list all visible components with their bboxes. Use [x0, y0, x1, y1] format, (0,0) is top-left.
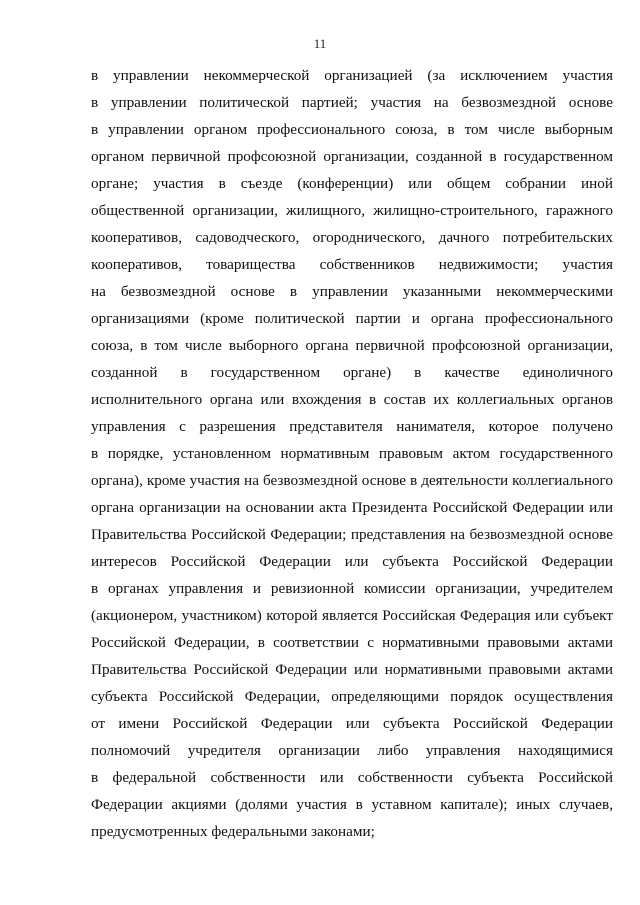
text-line: в порядке, установленном нормативным правовым актом государственного [91, 445, 613, 462]
page-number: 11 [313, 36, 327, 51]
text-line: созданной в государственном органе) в качестве единоличного [91, 364, 613, 381]
text-line: союза, в том числе выборного органа первичной профсоюзной организации, [91, 337, 613, 354]
text-line: (акционером, участником) которой является Российская Федерация или субъект [91, 607, 613, 624]
body-paragraph [91, 62, 613, 845]
text-line: Правительства Российской Федерации; представления на безвозмездной основе [91, 526, 613, 543]
text-line: органа организации на основании акта Президента Российской Федерации или [91, 499, 613, 516]
text-line: организациями (кроме политической партии и органа профессионального [91, 310, 613, 327]
text-line: в управлении некоммерческой организацией (за исключением участия [91, 67, 613, 84]
text-line: в управлении политической партией; участия на безвозмездной основе [91, 94, 613, 111]
text-line: Федерации акциями (долями участия в уставном капитале); иных случаев, [91, 796, 613, 813]
text-line: кооперативов, товарищества собственников недвижимости; участия [91, 256, 613, 273]
text-line: в федеральной собственности или собственности субъекта Российской [91, 769, 613, 786]
text-line: Российской Федерации, в соответствии с нормативными правовыми актами [91, 634, 613, 651]
text-line: органом первичной профсоюзной организации, созданной в государственном [91, 148, 613, 165]
text-line: субъекта Российской Федерации, определяющими порядок осуществления [91, 688, 613, 705]
text-line: органа), кроме участия на безвозмездной основе в деятельности коллегиального [91, 472, 613, 489]
text-line: исполнительного органа или вхождения в состав их коллегиальных органов [91, 391, 613, 408]
text-line: управления с разрешения представителя нанимателя, которое получено [91, 418, 613, 435]
text-line: общественной организации, жилищного, жилищно-строительного, гаражного [91, 202, 613, 219]
text-line: от имени Российской Федерации или субъекта Российской Федерации [91, 715, 613, 732]
text-line: Правительства Российской Федерации или нормативными правовыми актами [91, 661, 613, 678]
text-line: интересов Российской Федерации или субъекта Российской Федерации [91, 553, 613, 570]
text-line-last: предусмотренных федеральными законами; [91, 823, 375, 840]
text-line: в органах управления и ревизионной комиссии организации, учредителем [91, 580, 613, 597]
text-line: органе; участия в съезде (конференции) или общем собрании иной [91, 175, 613, 192]
text-line: на безвозмездной основе в управлении указанными некоммерческими [91, 283, 613, 300]
text-line: в управлении органом профессионального союза, в том числе выборным [91, 121, 613, 138]
text-line: кооперативов, садоводческого, огороднического, дачного потребительских [91, 229, 613, 246]
text-line: полномочий учредителя организации либо управления находящимися [91, 742, 613, 759]
